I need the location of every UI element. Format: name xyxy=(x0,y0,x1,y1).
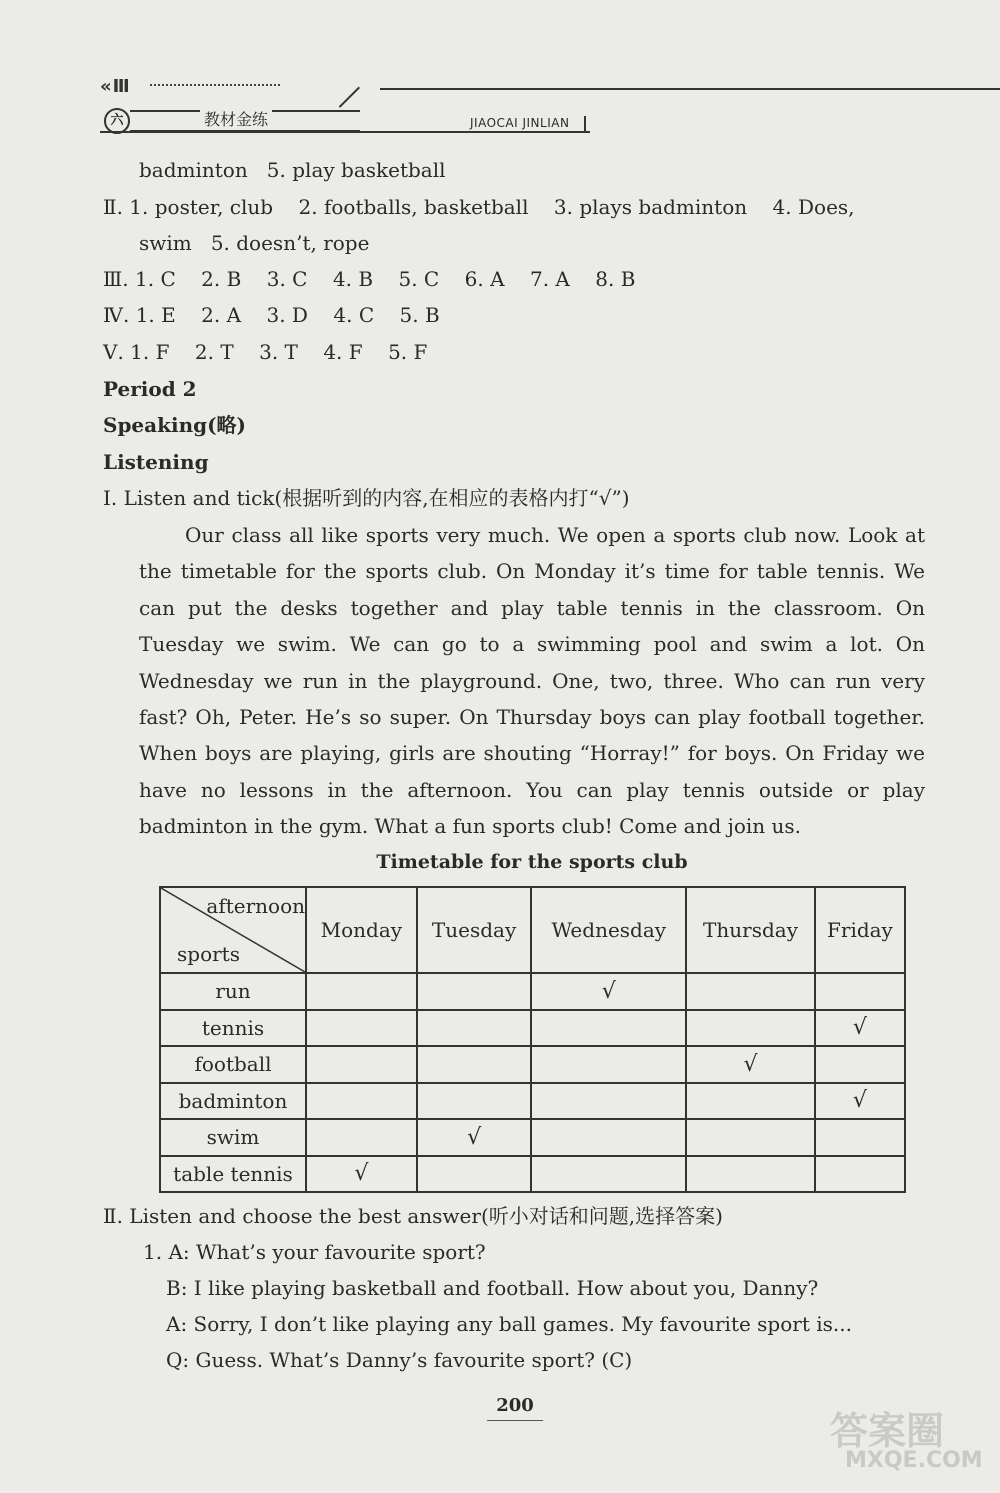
tick-cell xyxy=(417,1083,532,1120)
tick-cell: √ xyxy=(531,973,686,1010)
tick-cell xyxy=(531,1083,686,1120)
tick-cell xyxy=(686,1083,815,1120)
task-2-heading: Ⅱ. Listen and choose the best answer(听小对话和问题,选择答案) xyxy=(103,1204,723,1228)
table-row xyxy=(160,973,905,1010)
answer-line-5: Ⅳ. 1. E 2. A 3. D 4. C 5. B xyxy=(103,303,440,327)
header-rule-bottom xyxy=(100,131,590,133)
watermark-logo: 答案圈 xyxy=(830,1409,945,1453)
tick-cell xyxy=(417,1010,532,1047)
table-title: Timetable for the sports club xyxy=(376,851,688,873)
tick-cell xyxy=(417,973,532,1010)
header-bar xyxy=(584,116,586,132)
tick-cell xyxy=(531,1119,686,1156)
dialogue-line-3: A: Sorry, I don’t like playing any ball games. My favourite sport is... xyxy=(166,1312,852,1336)
dialogue-line-1: 1. A: What’s your favourite sport? xyxy=(143,1240,486,1264)
tick-cell xyxy=(417,1046,532,1083)
table-row xyxy=(160,1046,905,1083)
tick-cell xyxy=(306,1083,417,1120)
tick-cell: √ xyxy=(815,1083,905,1120)
day-header: Monday xyxy=(306,887,417,973)
tick-cell xyxy=(686,1119,815,1156)
header-english: JIAOCAI JINLIAN xyxy=(470,116,570,130)
page-number-ornament xyxy=(487,1420,543,1421)
tick-cell xyxy=(417,1156,532,1193)
tick-cell: √ xyxy=(417,1119,532,1156)
table-row xyxy=(160,1010,905,1047)
watermark-url: MXQE.COM xyxy=(845,1448,983,1473)
tick-cell xyxy=(686,1156,815,1193)
sport-label: table tennis xyxy=(160,1156,306,1193)
answer-line-6: Ⅴ. 1. F 2. T 3. T 4. F 5. F xyxy=(103,340,428,364)
corner-bottom-label: sports xyxy=(177,942,240,966)
tick-cell xyxy=(686,973,815,1010)
answer-line-2: Ⅱ. 1. poster, club 2. footballs, basketball 3. plays badminton 4. Does, xyxy=(103,195,855,219)
grade-logo-icon: 六 xyxy=(104,108,130,134)
tick-cell xyxy=(531,1046,686,1083)
corner-cell xyxy=(160,887,306,973)
tick-cell: √ xyxy=(306,1156,417,1193)
header-dots xyxy=(150,84,280,86)
day-header: Thursday xyxy=(686,887,815,973)
sport-label: run xyxy=(160,973,306,1010)
day-header: Tuesday xyxy=(417,887,532,973)
day-header: Friday xyxy=(815,887,905,973)
tick-cell xyxy=(306,1046,417,1083)
answer-line-4: Ⅲ. 1. C 2. B 3. C 4. B 5. C 6. A 7. A 8. B xyxy=(103,267,636,291)
timetable xyxy=(159,886,906,1193)
tick-cell: √ xyxy=(815,1010,905,1047)
day-header: Wednesday xyxy=(531,887,686,973)
header-arrows: «Ⅲ xyxy=(100,76,131,97)
answer-line-1: badminton 5. play basketball xyxy=(139,158,446,182)
sport-label: tennis xyxy=(160,1010,306,1047)
sport-label: badminton xyxy=(160,1083,306,1120)
header-title: 教材金练 xyxy=(200,107,272,130)
tick-cell xyxy=(531,1156,686,1193)
period-heading: Period 2 xyxy=(103,377,197,401)
table-row xyxy=(160,1119,905,1156)
tick-cell xyxy=(815,973,905,1010)
tick-cell xyxy=(306,1119,417,1156)
table-header-row xyxy=(160,887,905,973)
tick-cell: √ xyxy=(686,1046,815,1083)
header-slant xyxy=(339,87,360,108)
dialogue-question: Q: Guess. What’s Danny’s favourite sport? (C) xyxy=(166,1348,633,1372)
tick-cell xyxy=(815,1119,905,1156)
corner-top-label: afternoon xyxy=(206,894,305,918)
header-rule xyxy=(380,88,1000,90)
tick-cell xyxy=(686,1010,815,1047)
listening-heading: Listening xyxy=(103,450,209,474)
tick-cell xyxy=(815,1046,905,1083)
task-1-heading: Ⅰ. Listen and tick(根据听到的内容,在相应的表格内打“√”) xyxy=(103,486,630,510)
sport-label: football xyxy=(160,1046,306,1083)
table-row xyxy=(160,1083,905,1120)
tick-cell xyxy=(306,1010,417,1047)
table-row xyxy=(160,1156,905,1193)
tick-cell xyxy=(531,1010,686,1047)
sport-label: swim xyxy=(160,1119,306,1156)
answer-line-3: swim 5. doesn’t, rope xyxy=(139,231,370,255)
tick-cell xyxy=(306,973,417,1010)
tick-cell xyxy=(815,1156,905,1193)
page-number: 200 xyxy=(496,1395,534,1416)
speaking-heading: Speaking(略) xyxy=(103,413,247,437)
listening-passage xyxy=(139,517,925,845)
dialogue-line-2: B: I like playing basketball and football. How about you, Danny? xyxy=(166,1276,819,1300)
passage-text: Our class all like sports very much. We open a sports club now. Look at the timetable for the sports club. On Monday it’s time for table tennis. We can put the desks together and play table tennis in the classroom. On Tuesday we swim. We can go to a swimming pool and swim a lot. On Wednesday we run in the playground. One, two, three. Who can run very fast? Oh, Peter. He’s so super. On Thursday boys can play football together. When boys are playing, girls are shouting “Horray!” for boys. On Friday we have no lessons in the afternoon. You can play tennis outside or play badminton in the gym. What a fun sports club! Come and join us. xyxy=(139,523,925,839)
